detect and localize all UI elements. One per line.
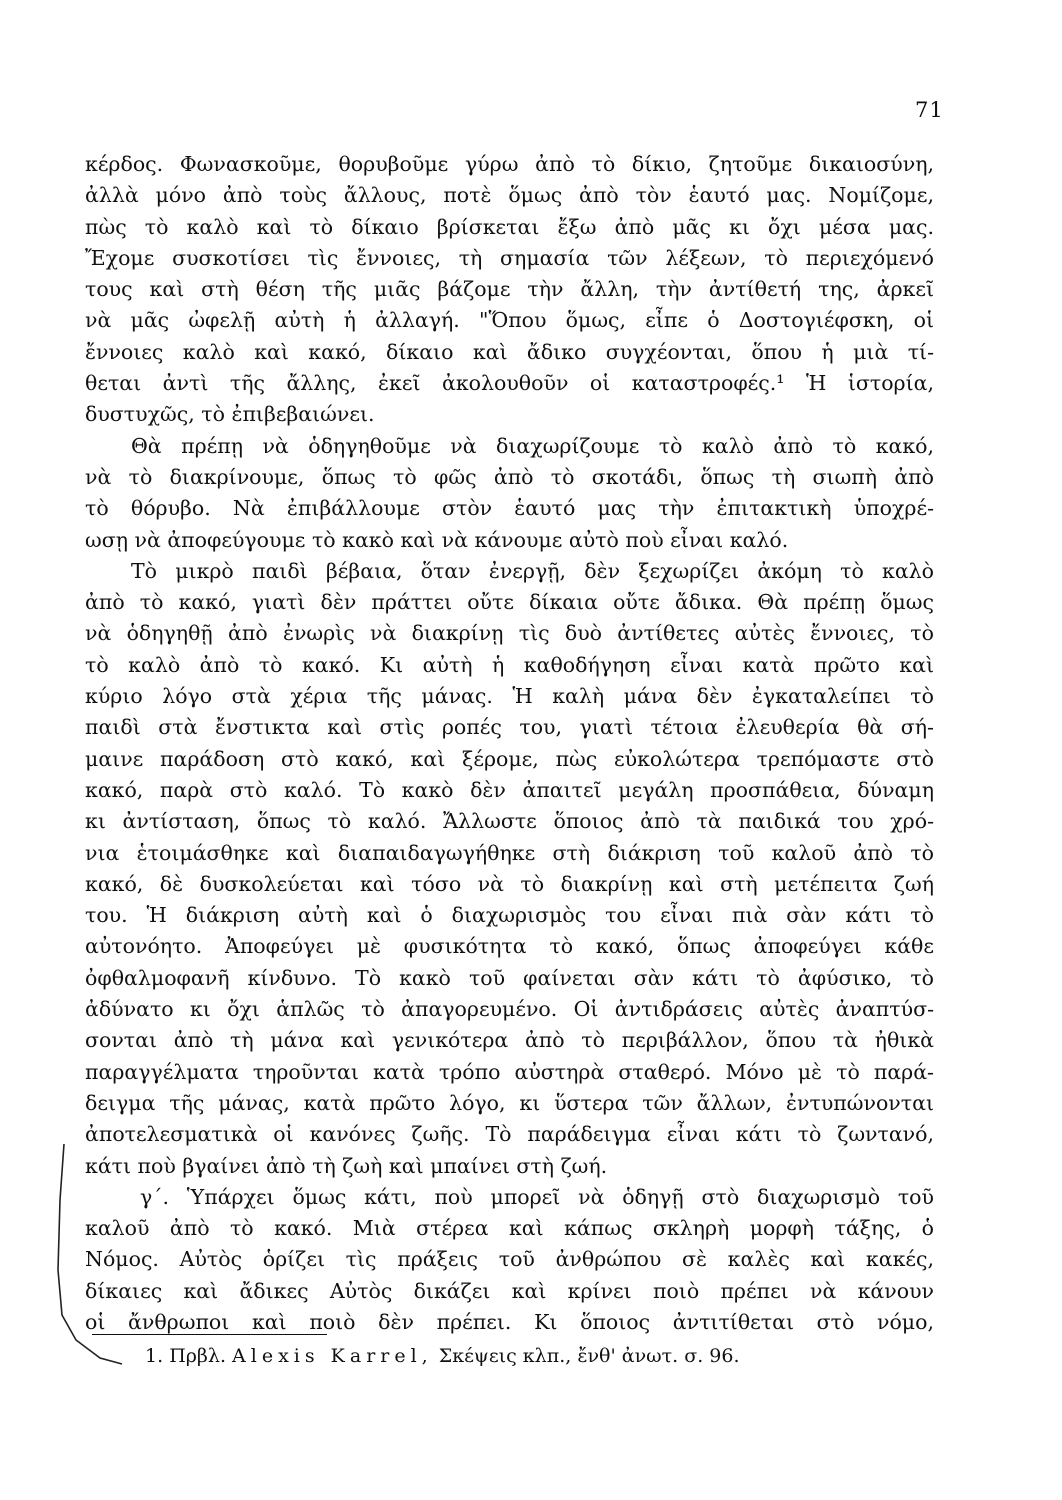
text-line: οἱ ἄνθρωποι καὶ ποιὸ δὲν πρέπει. Κι ὅποιος ἀντιτίθεται στὸ νόμο,	[85, 1309, 934, 1334]
footnote-divider	[92, 1334, 327, 1335]
text-line: αὐτονόητο. Ἀποφεύγει μὲ φυσικότητα τὸ κακό, ὅπως ἀποφεύγει κάθε	[85, 934, 934, 959]
text-line: κακό, δὲ δυσκολεύεται καὶ τόσο νὰ τὸ διακρίνῃ καὶ στὴ μετέπειτα ζωή	[85, 871, 934, 896]
text-line: ωσῃ νὰ ἀποφεύγουμε τὸ κακὸ καὶ νὰ κάνουμε αὐτὸ ποὺ εἶναι καλό.	[85, 527, 789, 552]
text-line: πὼς τὸ καλὸ καὶ τὸ δίκαιο βρίσκεται ἔξω ἀπὸ μᾶς κι ὄχι μέσα μας.	[85, 214, 934, 239]
text-line: ἀπὸ τὸ κακό, γιατὶ δὲν πράττει οὔτε δίκαια οὔτε ἄδικα. Θὰ πρέπῃ ὅμως	[85, 590, 934, 615]
text-line: θεται ἀντὶ τῆς ἄλλης, ἐκεῖ ἀκολουθοῦν οἱ καταστροφές.¹ Ἡ ἱστορία,	[85, 371, 934, 396]
text-line: παιδὶ στὰ ἔνστικτα καὶ στὶς ροπές του, γιατὶ τέτοια ἐλευθερία θὰ σή-	[85, 715, 934, 740]
text-line: ἀδύνατο κι ὄχι ἁπλῶς τὸ ἀπαγορευμένο. Οἱ ἀντιδράσεις αὐτὲς ἀναπτύσ-	[85, 997, 934, 1022]
text-line: παραγγέλματα τηροῦνται κατὰ τρόπο αὐστηρὰ σταθερό. Μόνο μὲ τὸ παρά-	[85, 1059, 934, 1084]
text-line: νὰ ὁδηγηθῇ ἀπὸ ἐνωρὶς νὰ διακρίνῃ τὶς δυὸ ἀντίθετες αὐτὲς ἔννοιες, τὸ	[85, 621, 934, 646]
text-line: ἀλλὰ μόνο ἀπὸ τοὺς ἄλλους, ποτὲ ὅμως ἀπὸ τὸν ἑαυτό μας. Νομίζομε,	[85, 183, 934, 208]
text-line: τὸ καλὸ ἀπὸ τὸ κακό. Κι αὐτὴ ἡ καθοδήγηση εἶναι κατὰ πρῶτο καὶ	[85, 652, 934, 677]
text-line: Ἔχομε συσκοτίσει τὶς ἔννοιες, τὴ σημασία τῶν λέξεων, τὸ περιεχόμενό	[85, 245, 934, 270]
text-line: νὰ τὸ διακρίνουμε, ὅπως τὸ φῶς ἀπὸ τὸ σκοτάδι, ὅπως τὴ σιωπὴ ἀπὸ	[85, 464, 934, 489]
body-text	[85, 149, 934, 1338]
text-line: τους καὶ στὴ θέση τῆς μιᾶς βάζομε τὴν ἄλλη, τὴν ἀντίθετή της, ἀρκεῖ	[85, 277, 934, 302]
text-line: δυστυχῶς, τὸ ἐπιβεβαιώνει.	[85, 402, 375, 427]
text-line: γ΄. Ὑπάρχει ὅμως κάτι, ποὺ μπορεῖ νὰ ὁδηγῇ στὸ διαχωρισμὸ τοῦ	[140, 1184, 934, 1209]
text-line: ὀφθαλμοφανῆ κίνδυνο. Τὸ κακὸ τοῦ φαίνεται σὰν κάτι τὸ ἀφύσικο, τὸ	[85, 965, 934, 990]
text-line: κύριο λόγο στὰ χέρια τῆς μάνας. Ἡ καλὴ μάνα δὲν ἐγκαταλείπει τὸ	[85, 684, 934, 709]
text-line: κακό, παρὰ στὸ καλό. Τὸ κακὸ δὲν ἀπαιτεῖ μεγάλη προσπάθεια, δύναμη	[85, 777, 934, 802]
text-line: κέρδος. Φωνασκοῦμε, θορυβοῦμε γύρω ἀπὸ τὸ δίκιο, ζητοῦμε δικαιοσύνη,	[85, 152, 934, 176]
footnote	[145, 1345, 740, 1367]
text-line: ἔννοιες καλὸ καὶ κακό, δίκαιο καὶ ἄδικο συγχέονται, ὅπου ἡ μιὰ τί-	[85, 339, 934, 364]
text-line: νὰ μᾶς ὠφελῇ αὐτὴ ἡ ἀλλαγή. "Ὅπου ὅμως, εἶπε ὁ Δοστογιέφσκη, οἱ	[85, 308, 934, 333]
text-line: Θὰ πρέπῃ νὰ ὁδηγηθοῦμε νὰ διαχωρίζουμε τὸ καλὸ ἀπὸ τὸ κακό,	[131, 433, 934, 458]
text-line: ἀποτελεσματικὰ οἱ κανόνες ζωῆς. Τὸ παράδειγμα εἶναι κάτι τὸ ζωντανό,	[85, 1122, 934, 1147]
footnote-number: 1.	[145, 1345, 164, 1367]
text-line: νια ἑτοιμάσθηκε καὶ διαπαιδαγωγήθηκε στὴ διάκριση τοῦ καλοῦ ἀπὸ τὸ	[85, 840, 934, 865]
margin-pencil-mark	[56, 1140, 126, 1370]
text-line: σονται ἀπὸ τὴ μάνα καὶ γενικότερα ἀπὸ τὸ περιβάλλον, ὅπου τὰ ἠθικὰ	[85, 1028, 934, 1053]
text-line: δίκαιες καὶ ἄδικες Αὐτὸς δικάζει καὶ κρίνει ποιὸ πρέπει νὰ κάνουν	[85, 1278, 934, 1303]
footnote-author: Alexis Karrel,	[232, 1345, 433, 1367]
text-line: Νόμος. Αὐτὸς ὁρίζει τὶς πράξεις τοῦ ἀνθρώπου σὲ καλὲς καὶ κακές,	[85, 1247, 934, 1272]
footnote-reference: Σκέψεις κλπ., ἔνθ' ἀνωτ. σ. 96.	[438, 1345, 740, 1367]
text-line: Τὸ μικρὸ παιδὶ βέβαια, ὅταν ἐνεργῇ, δὲν ξεχωρίζει ἀκόμη τὸ καλὸ	[131, 558, 934, 583]
text-line: τὸ θόρυβο. Νὰ ἐπιβάλλουμε στὸν ἑαυτό μας τὴν ἐπιτακτικὴ ὑποχρέ-	[85, 496, 934, 521]
text-line: μαινε παράδοση στὸ κακό, καὶ ξέρομε, πὼς εὐκολώτερα τρεπόμαστε στὸ	[85, 746, 934, 771]
footnote-abbrev: Πρβλ.	[169, 1345, 226, 1367]
text-line: του. Ἡ διάκριση αὐτὴ καὶ ὁ διαχωρισμὸς του εἶναι πιὰ σὰν κάτι τὸ	[85, 903, 934, 928]
page-number: 71	[915, 98, 944, 122]
text-line: καλοῦ ἀπὸ τὸ κακό. Μιὰ στέρεα καὶ κάπως σκληρὴ μορφὴ τάξης, ὁ	[85, 1216, 934, 1241]
text-line: κι ἀντίσταση, ὅπως τὸ καλό. Ἄλλωστε ὅποιος ἀπὸ τὰ παιδικά του χρό-	[85, 809, 934, 834]
text-line: δειγμα τῆς μάνας, κατὰ πρῶτο λόγο, κι ὕστερα τῶν ἄλλων, ἐντυπώνονται	[85, 1090, 934, 1115]
text-line: κάτι ποὺ βγαίνει ἀπὸ τὴ ζωὴ καὶ μπαίνει στὴ ζωή.	[85, 1153, 608, 1178]
